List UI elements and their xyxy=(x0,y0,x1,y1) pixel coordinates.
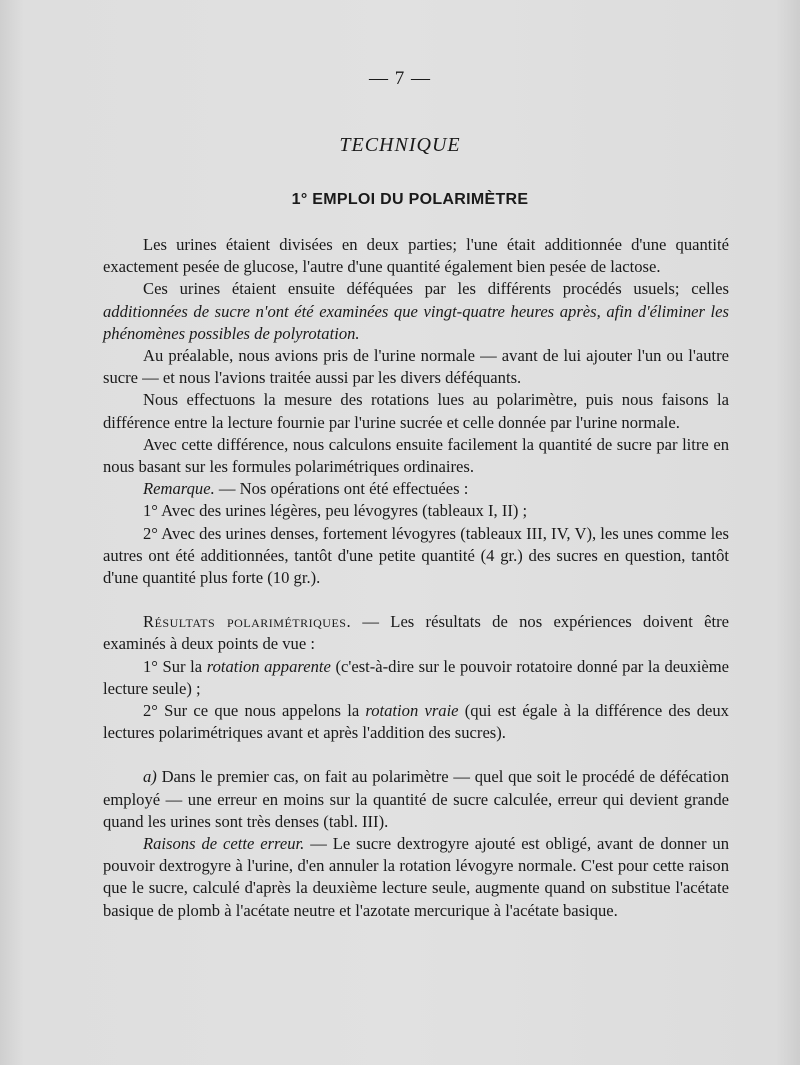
paragraph xyxy=(103,766,729,833)
paragraph xyxy=(103,478,729,500)
paragraph xyxy=(103,278,729,345)
subsection-title: 1° EMPLOI DU POLARIMÈTRE xyxy=(291,191,529,208)
section-title: TECHNIQUE xyxy=(339,134,461,156)
list-item: 2° Avec des urines denses, fortement lévogyres (tableaux III, IV, V), les unes comme les autres ont été additionnées, tantôt d'une petite quantité (4 gr.) des sucres en question, tantôt d'une quantité plus forte (10 gr.). xyxy=(103,523,729,588)
paragraph xyxy=(103,611,729,655)
list-item xyxy=(103,700,729,744)
text-run: Ces urines étaient ensuite déféquées par les différents procédés usuels; celles xyxy=(143,279,729,299)
italic-run: Remarque. xyxy=(143,479,215,499)
paragraph: Nous effectuons la mesure des rotations lues au polarimètre, puis nous faisons la différence entre la lecture fournie par l'urine sucrée et celle donnée par l'urine normale. xyxy=(103,390,729,432)
text-run: (c'est-à-dire sur le pouvoir rotatoire donné par la deuxième lecture seule) ; xyxy=(103,656,729,698)
italic-run: rotation apparente xyxy=(206,656,331,676)
page-number: — 7 — xyxy=(369,68,431,89)
text-run: Dans le premier cas, on fait au polarimètre — quel que soit le procédé de défécation employé — une erreur en moins sur la quantité de sucre calculée, erreur qui devient grande quand les urines sont très denses (tabl. III). xyxy=(103,767,729,831)
paragraph: Avec cette différence, nous calculons ensuite facilement la quantité de sucre par litre en nous basant sur les formules polarimétriques ordinaires. xyxy=(103,434,729,477)
text-run: 2° Sur ce que nous appelons la xyxy=(143,701,366,721)
text-run: — Les résultats de nos expériences doivent être examinés à deux points de vue : xyxy=(103,612,729,654)
paragraph: Les urines étaient divisées en deux parties; l'une était additionnée d'une quantité exactement pesée de glucose, l'autre d'une quantité également bien pesée de lactose. xyxy=(103,235,729,277)
text-run: — Nos opérations ont été effectuées : xyxy=(214,479,469,499)
text-run: — Le sucre dextrogyre ajouté est obligé, avant de donner un pouvoir dextrogyre à l'urine, d'en annuler la rotation lévogyre normale. C'est pour cette raison que le sucre, calculé d'après la deuxième lecture seule, augmente quand on substitue l'acétate basique de plomb à l'acétate neutre et l'azotate mercurique à l'acétate basique. xyxy=(103,834,729,920)
list-item: 1° Avec des urines légères, peu lévogyres (tableaux I, II) ; xyxy=(143,501,528,521)
text-run: 1° Sur la xyxy=(143,656,207,676)
italic-run: a) xyxy=(143,767,157,787)
italic-run: rotation vraie xyxy=(365,701,459,721)
body-text xyxy=(103,234,729,922)
smallcaps-heading: Résultats polarimétriques. xyxy=(143,612,352,632)
italic-run: additionnées de sucre n'ont été examinées que vingt-quatre heures après, afin d'éliminer les phénomènes possibles de polyrotation. xyxy=(103,301,729,343)
list-item xyxy=(103,656,729,700)
paragraph: Au préalable, nous avions pris de l'urine normale — avant de lui ajouter l'un ou l'autre sucre — et nous l'avions traitée aussi par les divers déféquants. xyxy=(103,346,729,388)
text-run: (qui est égale à la différence des deux lectures polarimétriques avant et après l'addition des sucres). xyxy=(103,701,729,743)
paragraph xyxy=(103,833,729,922)
italic-run: Raisons de cette erreur. xyxy=(143,834,305,854)
